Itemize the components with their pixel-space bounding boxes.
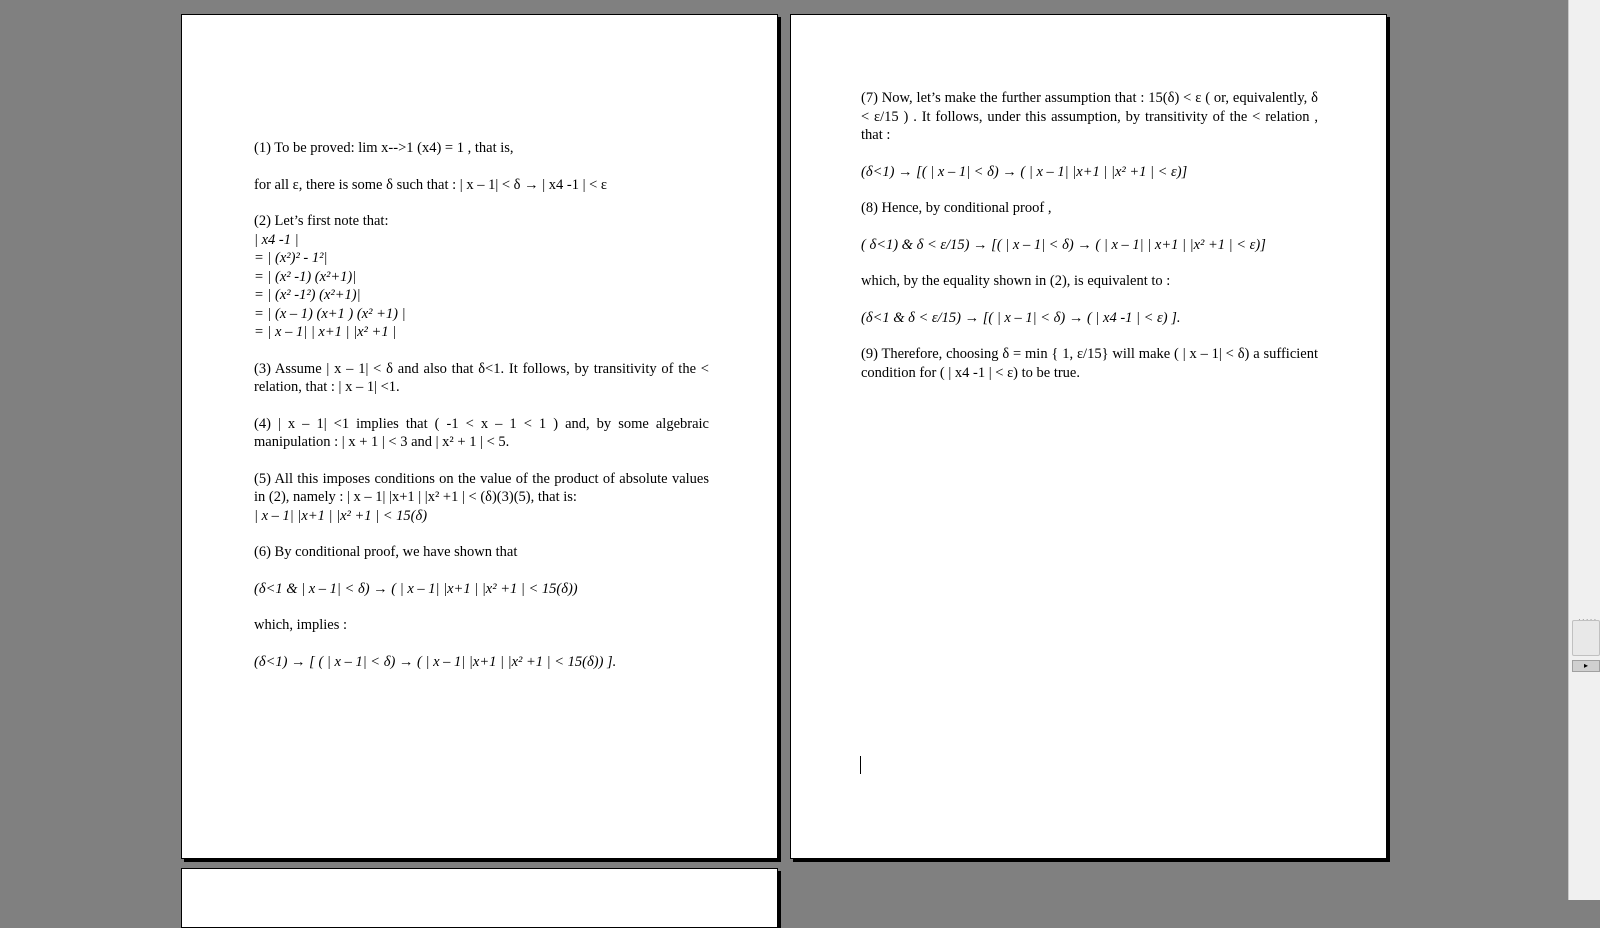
document-page-3[interactable]: [181, 868, 778, 928]
paragraph-2: [254, 212, 709, 342]
p2-step: = | (x² -1) (x²+1)|: [254, 268, 357, 285]
p2-step: = | (x² -1²) (x²+1)|: [254, 287, 361, 303]
p2-heading: (2) Let’s first note that:: [254, 213, 389, 229]
p6-formula2: (δ<1) → [ ( | x – 1| < δ) → ( | x – 1| |x+1 | |x² +1 | < 15(δ)) ].: [254, 653, 617, 670]
paragraph-1: [254, 139, 709, 194]
paragraph-8: (8) Hence, by conditional proof ,: [861, 200, 1052, 216]
paragraph-7: (7) Now, let’s make the further assumption that : 15(δ) < ε ( or, equivalently, δ < ε/15 ) . It follows, under this assumption, by transitivity of the < relation , that :: [861, 90, 1318, 143]
document-page-1[interactable]: [181, 14, 778, 859]
page-1-text[interactable]: [254, 139, 709, 689]
p2-step: = | x – 1| | x+1 | |x² +1 |: [254, 324, 397, 340]
paragraph-4: (4) | x – 1| <1 implies that ( -1 < x – 1 < 1 ) and, by some algebraic manipulation : | x + 1 | < 3 and | x² + 1 | < 5.: [254, 415, 709, 450]
page-2-text[interactable]: [861, 89, 1318, 400]
paragraph-5: [254, 470, 709, 526]
scrollbar-thumb[interactable]: [1572, 620, 1600, 656]
p2-step: | x4 -1 |: [254, 231, 299, 248]
p6-formula: (δ<1 & | x – 1| < δ) → ( | x – 1| |x+1 | |x² +1 | < 15(δ)): [254, 580, 578, 597]
text-cursor: [860, 756, 861, 774]
p2-step: = | (x²)² - 1²|: [254, 250, 328, 266]
paragraph-6: (6) By conditional proof, we have shown that: [254, 544, 518, 560]
paragraph-3: (3) Assume | x – 1| < δ and also that δ<1. It follows, by transitivity of the < relation, that : | x – 1| <1.: [254, 360, 709, 395]
paragraph-9: (9) Therefore, choosing δ = min { 1, ε/15} will make ( | x – 1| < δ) a sufficient condition for ( | x4 -1 | < ε) to be true.: [861, 346, 1318, 381]
p6-which: which, implies :: [254, 617, 348, 633]
p2-step: = | (x – 1) (x+1 ) (x² +1) |: [254, 305, 406, 322]
p8-formula: ( δ<1) & δ < ε/15) → [( | x – 1| < δ) → ( | x – 1| | x+1 | |x² +1 | < ε)]: [861, 236, 1266, 253]
p1-line1: (1) To be proved: lim x-->1 (x4) = 1 , that is,: [254, 140, 514, 156]
p5-text: (5) All this imposes conditions on the value of the product of absolute values in (2), namely : | x – 1| |x+1 | |x² +1 | < (δ)(3)(5), that is:: [254, 470, 709, 505]
vertical-scrollbar[interactable]: [1568, 0, 1600, 900]
document-page-2[interactable]: [790, 14, 1387, 859]
p8-which: which, by the equality shown in (2), is equivalent to :: [861, 273, 1171, 289]
p7-formula: (δ<1) → [( | x – 1| < δ) → ( | x – 1| |x+1 | |x² +1 | < ε)]: [861, 163, 1188, 180]
p5-result: | x – 1| |x+1 | |x² +1 | < 15(δ): [254, 507, 428, 524]
p8-formula2: (δ<1 & δ < ε/15) → [( | x – 1| < δ) → ( | x4 -1 | < ε) ].: [861, 309, 1181, 326]
p1-line2: for all ε, there is some δ such that : | x – 1| < δ → | x4 -1 | < ε: [254, 176, 608, 193]
next-page-button[interactable]: ▸: [1572, 660, 1600, 672]
